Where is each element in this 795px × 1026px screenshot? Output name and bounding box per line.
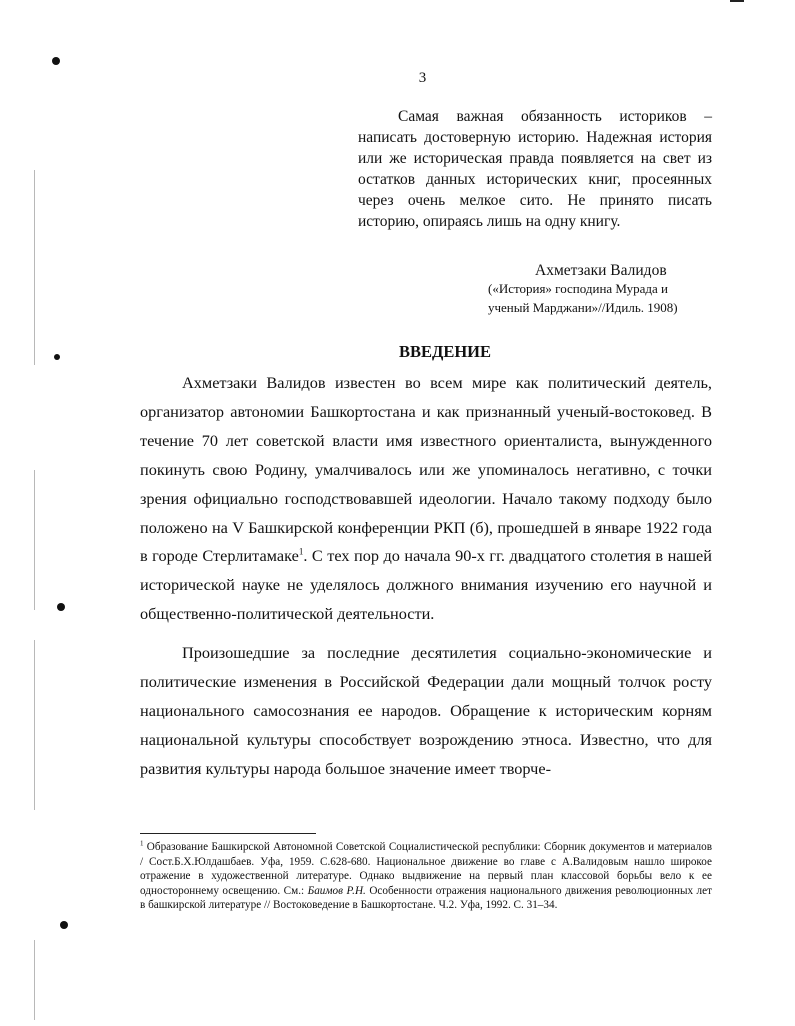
epigraph [358, 106, 712, 232]
paragraph [140, 639, 712, 784]
footnote-author: Баимов Р.Н. [307, 884, 366, 897]
body-text [140, 369, 712, 784]
footnote-text: Особенности отражения национального движения революционных лет в башкирской литературе // Востоковедение в Башкортостане. Ч.2. Уфа, 1992. С. 31–34. [140, 884, 712, 912]
page-number: 3 [418, 70, 427, 86]
epigraph-source-line: («История» господина Мурада и [488, 281, 669, 296]
footnote-text: Образование Башкирской Автономной Советской Социалистической республики: Сборник документов и материалов / Сост.Б.Х.Юлдашбаев. Уфа, 1959. С.628-680. Национальное движение во главе с А.Валидовым нашло широкое отражение в художественной литературе. Однако выдвижение на первый план классовой борьбы вело к ее одностороннему освещению. См.: [140, 841, 712, 897]
paragraph-text: . С тех пор до начала 90-х гг. двадцатого столетия в нашей исторической науке не уделялось должного внимания изучению его научной и общественно-политической деятельности. [140, 546, 712, 624]
footnote-reference: 1 [298, 547, 304, 558]
margin-line [34, 470, 35, 610]
hole-punch-mark [52, 57, 60, 65]
epigraph-source [488, 279, 678, 317]
epigraph-author: Ахметзаки Валидов [535, 262, 667, 279]
margin-line [34, 640, 35, 810]
paragraph [140, 369, 712, 629]
hole-punch-mark [57, 603, 65, 611]
epigraph-text: Самая важная обязанность историков – написать достоверную историю. Надежная история или же историческая правда появляется на свет из остатков данных исторических книг, просеянных через очень мелкое сито. Не принято писать историю, опираясь лишь на одну книгу. [358, 108, 712, 230]
footnote-separator [140, 833, 316, 834]
footnote-number: 1 [140, 839, 144, 848]
margin-line [34, 170, 35, 365]
margin-line [34, 940, 35, 1020]
footnote [140, 840, 712, 913]
scan-corner-mark [730, 0, 744, 2]
paragraph-text: Ахметзаки Валидов известен во всем мире как политический деятель, организатор автономии Башкортостана и как признанный ученый-востоковед. В течение 70 лет советской власти имя известного ориенталиста, вынужденного покинуть свою Родину, умалчивалось или же упоминалось негативно, с точки зрения официально господствовавшей идеологии. Начало такому подходу было положено на V Башкирской конференции РКП (б), прошедшей в январе 1922 года в городе Стерлитамаке [140, 373, 712, 566]
section-title: ВВЕДЕНИЕ [398, 342, 492, 361]
hole-punch-mark [60, 921, 68, 929]
paragraph-text: Произошедшие за последние десятилетия социально-экономические и политические изменения в Российской Федерации дали мощный толчок росту национального самосознания ее народов. Обращение к историческим корням национальной культуры способствует возрождению этноса. Известно, что для развития культуры народа большое значение имеет творче- [140, 643, 712, 778]
epigraph-source-line: ученый Марджани»//Идиль. 1908) [488, 300, 678, 315]
